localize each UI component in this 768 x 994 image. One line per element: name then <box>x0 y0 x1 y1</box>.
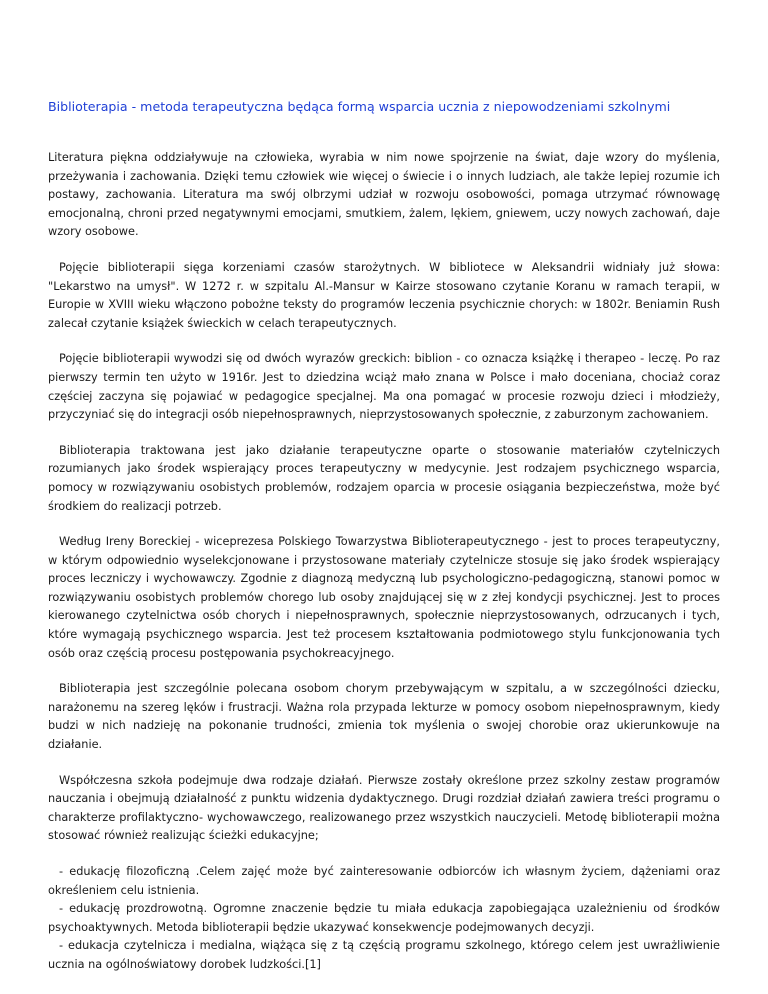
paragraph-patients: Biblioterapia jest szczególnie polecana osobom chorym przebywającym w szpitalu, a w szczególności dziecku, narażonemu na szereg lęków i frustracji. Ważna rola przypada lekturze w pomocy osobom niepełnosprawnym, kiedy budzi w nich nadzieję na pokonanie trudności, zmienia tok myślenia o swojej chorobie oraz ukierunkowuje na działanie. <box>48 682 720 752</box>
list-item: - edukację prozdrowotną. Ogromne znaczenie będzie tu miała edukacja zapobiegająca uzależnieniu od środków psychoaktywnych. Metoda biblioterapii będzie ukazywać konsekwencje podejmowanych decyzji. <box>48 902 720 934</box>
paragraph-etymology: Pojęcie biblioterapii wywodzi się od dwóch wyrazów greckich: biblion - co oznacza książkę i therapeo - leczę. Po raz pierwszy termin ten użyto w 1916r. Jest to dziedzina wciąż mało znana w Polsce i mało doceniana, chociaż coraz częściej zaczyna się pojawiać w pedagogice specjalnej. Ma ona pomagać w procesie rozwoju dzieci i młodzieży, przyczyniać się do integracji osób niepełnosprawnych, nieprzystosowanych społecznie, z zaburzonym zachowaniem. <box>48 352 720 422</box>
document-title: Biblioterapia - metoda terapeutyczna będąca formą wsparcia ucznia z niepowodzeniami szkolnymi <box>48 99 671 114</box>
list-item: - edukacja czytelnicza i medialna, wiążąca się z tą częścią programu szkolnego, którego celem jest uwrażliwienie ucznia na ogólnoświatowy dorobek ludzkości.[1] <box>48 939 720 971</box>
document-page <box>48 98 720 975</box>
paragraph-borecka: Według Ireny Boreckiej - wiceprezesa Polskiego Towarzystwa Biblioterapeutycznego - jest to proces terapeutyczny, w którym odpowiednio wyselekcjonowane i przystosowane materiały czytelnicze stosuje się jako środek wspierający proces leczniczy i wychowawczy. Zgodnie z diagnozą medyczną lub psychologiczno-pedagogiczną, stanowi pomoc w rozwiązywaniu osobistych problemów chorego lub osoby znajdującej się w z złej kondycji psychicznej. Jest to proces kierowanego czytelnictwa osób chorych i niepełnosprawnych, społecznie nieprzystosowanych, odrzucanych i tych, które wymagają psychicznego wsparcia. Jest też procesem kształtowania podmiotowego stylu funkcjonowania tych osób oraz częścią procesu postępowania psychokreacyjnego. <box>48 535 720 660</box>
list-item: - edukację filozoficzną .Celem zajęć może być zainteresowanie odbiorców ich własnym życiem, dążeniami oraz określeniem celu istnienia. <box>48 865 720 897</box>
education-paths-list <box>48 863 720 975</box>
paragraph-intro: Literatura piękna oddziaływuje na człowieka, wyrabia w nim nowe spojrzenie na świat, daje wzory do myślenia, przeżywania i zachowania. Dzięki temu człowiek wie więcej o świecie i o innych ludziach, ale także lepiej rozumie ich postawy, zachowania. Literatura ma swój olbrzymi udział w rozwoju osobowości, pomaga utrzymać równowagę emocjonalną, chroni przed negatywnymi emocjami, smutkiem, żalem, lękiem, gniewem, uczy nowych zachowań, daje wzory osobowe. <box>48 151 720 239</box>
paragraph-history: Pojęcie biblioterapii sięga korzeniami czasów starożytnych. W bibliotece w Aleksandrii widniały już słowa: "Lekarstwo na umysł". W 1272 r. w szpitalu Al.-Mansur w Kairze stosowano czytanie Koranu w ramach terapii, w Europie w XVIII wieku włączono pobożne teksty do programów leczenia psychicznie chorych: w 1802r. Beniamin Rush zalecał czytanie książek świeckich w celach terapeutycznych. <box>48 260 720 330</box>
paragraph-definition: Biblioterapia traktowana jest jako działanie terapeutyczne oparte o stosowanie materiałów czytelniczych rozumianych jako środek wspierający proces terapeutyczny w medycynie. Jest rodzajem psychicznego wsparcia, pomocy w rozwiązywaniu osobistych problemów, rodzajem oparcia w procesie osiągania bezpieczeństwa, może być środkiem do realizacji potrzeb. <box>48 443 720 513</box>
paragraph-school: Współczesna szkoła podejmuje dwa rodzaje działań. Pierwsze zostały określone przez szkolny zestaw programów nauczania i obejmują działalność z punktu widzenia dydaktycznego. Drugi rozdział działań zawiera treści programu o charakterze profilaktyczno- wychowawczego, realizowanego przez wszystkich nauczycieli. Metodę biblioterapii można stosować również realizując ścieżki edukacyjne; <box>48 773 720 843</box>
